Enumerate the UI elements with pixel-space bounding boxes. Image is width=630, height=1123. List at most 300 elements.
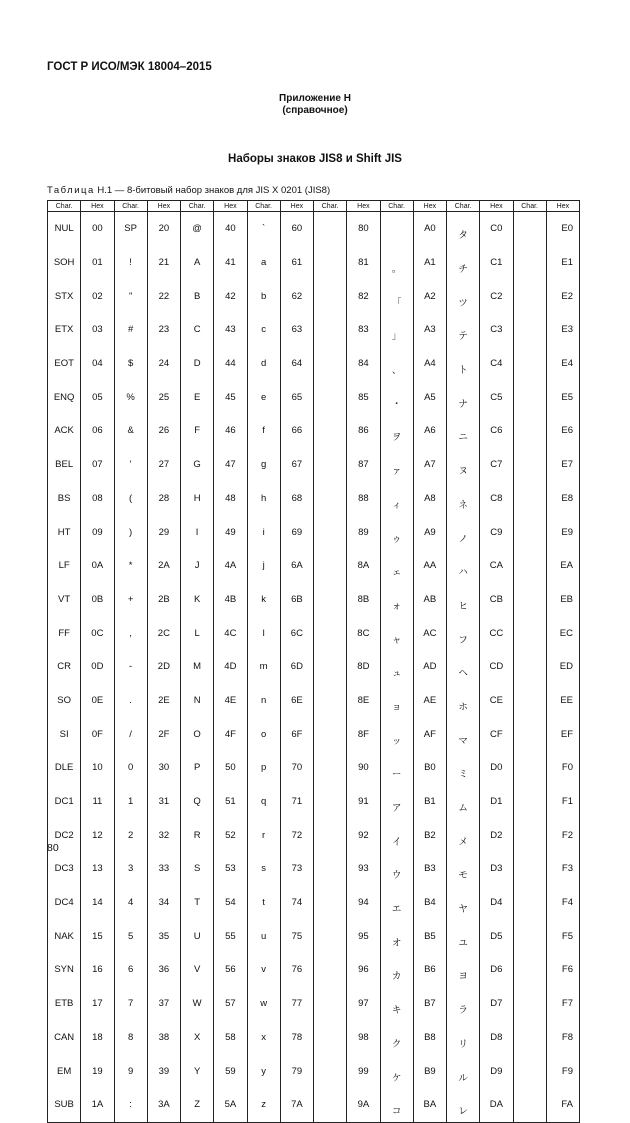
char-cell <box>513 650 546 684</box>
hex-cell: 2E <box>147 684 180 718</box>
char-cell: q <box>247 785 280 819</box>
table-caption-label: Таблица <box>47 185 95 196</box>
hex-cell: 90 <box>347 751 380 785</box>
hex-cell: B8 <box>413 1021 446 1055</box>
char-cell: BS <box>48 482 81 516</box>
hex-cell: 26 <box>147 414 180 448</box>
hex-cell: 60 <box>280 212 313 246</box>
char-cell: ニ <box>447 414 480 448</box>
hex-cell: A6 <box>413 414 446 448</box>
hex-cell: C7 <box>480 448 513 482</box>
char-cell: NUL <box>48 212 81 246</box>
hex-cell: 73 <box>280 852 313 886</box>
hex-cell: D5 <box>480 919 513 953</box>
char-cell: 1 <box>114 785 147 819</box>
column-header: Hex <box>546 201 579 212</box>
hex-cell: 32 <box>147 818 180 852</box>
char-cell <box>314 717 347 751</box>
char-cell: v <box>247 953 280 987</box>
hex-cell: 20 <box>147 212 180 246</box>
char-cell <box>314 818 347 852</box>
char-cell <box>314 987 347 1021</box>
hex-cell: 75 <box>280 919 313 953</box>
hex-cell: 81 <box>347 246 380 280</box>
char-cell <box>314 515 347 549</box>
char-cell: s <box>247 852 280 886</box>
hex-cell: 8C <box>347 616 380 650</box>
hex-cell: A2 <box>413 279 446 313</box>
char-cell <box>314 246 347 280</box>
column-header: Char. <box>447 201 480 212</box>
hex-cell: AE <box>413 684 446 718</box>
char-cell: z <box>247 1088 280 1122</box>
hex-cell: 36 <box>147 953 180 987</box>
hex-cell: 03 <box>81 313 114 347</box>
char-cell: ' <box>114 448 147 482</box>
hex-cell: 58 <box>214 1021 247 1055</box>
char-cell: a <box>247 246 280 280</box>
hex-cell: 51 <box>214 785 247 819</box>
char-cell <box>513 852 546 886</box>
hex-cell: 71 <box>280 785 313 819</box>
hex-cell: 79 <box>280 1054 313 1088</box>
char-cell: DC3 <box>48 852 81 886</box>
hex-cell: A3 <box>413 313 446 347</box>
char-cell: i <box>247 515 280 549</box>
char-cell: テ <box>447 313 480 347</box>
hex-cell: 1A <box>81 1088 114 1122</box>
hex-cell: 0F <box>81 717 114 751</box>
hex-cell: C0 <box>480 212 513 246</box>
hex-cell: D3 <box>480 852 513 886</box>
hex-cell: 11 <box>81 785 114 819</box>
char-cell: E <box>181 380 214 414</box>
hex-cell: 97 <box>347 987 380 1021</box>
hex-cell: 98 <box>347 1021 380 1055</box>
char-cell <box>513 1021 546 1055</box>
char-cell: * <box>114 549 147 583</box>
char-cell: ゥ <box>380 515 413 549</box>
char-cell: ト <box>447 347 480 381</box>
char-cell: f <box>247 414 280 448</box>
hex-cell: 52 <box>214 818 247 852</box>
char-cell: 5 <box>114 919 147 953</box>
char-cell: e <box>247 380 280 414</box>
table-row <box>48 380 580 414</box>
char-cell <box>513 919 546 953</box>
hex-cell: 64 <box>280 347 313 381</box>
hex-cell: BA <box>413 1088 446 1122</box>
char-cell <box>513 785 546 819</box>
table-row <box>48 279 580 313</box>
table-row <box>48 347 580 381</box>
hex-cell: A7 <box>413 448 446 482</box>
char-cell: コ <box>380 1088 413 1122</box>
hex-cell: 92 <box>347 818 380 852</box>
hex-cell: 50 <box>214 751 247 785</box>
char-cell: ハ <box>447 549 480 583</box>
hex-cell: FA <box>546 1088 579 1122</box>
hex-cell: C6 <box>480 414 513 448</box>
hex-cell: F9 <box>546 1054 579 1088</box>
hex-cell: 23 <box>147 313 180 347</box>
hex-cell: D0 <box>480 751 513 785</box>
table-row <box>48 448 580 482</box>
hex-cell: 22 <box>147 279 180 313</box>
hex-cell: D8 <box>480 1021 513 1055</box>
table-row <box>48 852 580 886</box>
hex-cell: 5A <box>214 1088 247 1122</box>
hex-cell: 28 <box>147 482 180 516</box>
table-row <box>48 717 580 751</box>
char-cell: t <box>247 886 280 920</box>
hex-cell: CA <box>480 549 513 583</box>
char-cell: J <box>181 549 214 583</box>
hex-cell: EB <box>546 583 579 617</box>
table-row <box>48 616 580 650</box>
hex-cell: 4F <box>214 717 247 751</box>
char-cell <box>314 1088 347 1122</box>
table-row <box>48 1021 580 1055</box>
char-cell: 7 <box>114 987 147 1021</box>
hex-cell: B5 <box>413 919 446 953</box>
section-title: Наборы знаков JIS8 и Shift JIS <box>228 153 402 165</box>
table-row <box>48 987 580 1021</box>
char-cell: . <box>114 684 147 718</box>
char-cell: ケ <box>380 1054 413 1088</box>
hex-cell: 13 <box>81 852 114 886</box>
table-caption <box>47 185 330 196</box>
hex-cell: C8 <box>480 482 513 516</box>
hex-cell: DA <box>480 1088 513 1122</box>
hex-cell: 69 <box>280 515 313 549</box>
char-cell: SI <box>48 717 81 751</box>
hex-cell: 06 <box>81 414 114 448</box>
hex-cell: F5 <box>546 919 579 953</box>
char-cell: フ <box>447 616 480 650</box>
table-row <box>48 1054 580 1088</box>
hex-cell: ED <box>546 650 579 684</box>
column-header: Char. <box>114 201 147 212</box>
table-row <box>48 1088 580 1122</box>
hex-cell: 05 <box>81 380 114 414</box>
char-cell <box>513 751 546 785</box>
char-cell: ナ <box>447 380 480 414</box>
hex-cell: 63 <box>280 313 313 347</box>
column-header: Char. <box>48 201 81 212</box>
char-cell: ユ <box>447 919 480 953</box>
char-cell: キ <box>380 987 413 1021</box>
char-cell: H <box>181 482 214 516</box>
char-cell: EM <box>48 1054 81 1088</box>
char-cell: イ <box>380 818 413 852</box>
char-cell: タ <box>447 212 480 246</box>
char-cell <box>513 1088 546 1122</box>
char-cell: 4 <box>114 886 147 920</box>
hex-cell: 24 <box>147 347 180 381</box>
char-cell: y <box>247 1054 280 1088</box>
char-cell: K <box>181 583 214 617</box>
char-cell: o <box>247 717 280 751</box>
hex-cell: E8 <box>546 482 579 516</box>
hex-cell: 2C <box>147 616 180 650</box>
char-cell: w <box>247 987 280 1021</box>
hex-cell: 34 <box>147 886 180 920</box>
char-cell: k <box>247 583 280 617</box>
hex-cell: 57 <box>214 987 247 1021</box>
hex-cell: B4 <box>413 886 446 920</box>
column-header: Char. <box>247 201 280 212</box>
char-cell: ェ <box>380 549 413 583</box>
hex-cell: 68 <box>280 482 313 516</box>
hex-cell: 93 <box>347 852 380 886</box>
char-cell <box>513 313 546 347</box>
char-cell: ( <box>114 482 147 516</box>
hex-cell: 66 <box>280 414 313 448</box>
hex-cell: 35 <box>147 919 180 953</box>
char-cell: 「 <box>380 279 413 313</box>
char-cell <box>314 583 347 617</box>
hex-cell: EE <box>546 684 579 718</box>
hex-cell: 0D <box>81 650 114 684</box>
hex-cell: A0 <box>413 212 446 246</box>
char-cell: V <box>181 953 214 987</box>
hex-cell: AB <box>413 583 446 617</box>
char-cell <box>314 1054 347 1088</box>
char-cell <box>513 818 546 852</box>
char-cell: S <box>181 852 214 886</box>
char-cell <box>513 448 546 482</box>
char-cell: # <box>114 313 147 347</box>
char-cell <box>513 549 546 583</box>
hex-cell: 67 <box>280 448 313 482</box>
char-cell <box>513 212 546 246</box>
char-cell: 6 <box>114 953 147 987</box>
char-cell: c <box>247 313 280 347</box>
char-cell <box>314 414 347 448</box>
hex-cell: 25 <box>147 380 180 414</box>
hex-cell: 49 <box>214 515 247 549</box>
hex-cell: 84 <box>347 347 380 381</box>
hex-cell: AF <box>413 717 446 751</box>
char-cell: 3 <box>114 852 147 886</box>
char-cell: h <box>247 482 280 516</box>
table-row <box>48 515 580 549</box>
char-cell: DC1 <box>48 785 81 819</box>
char-cell: 、 <box>380 347 413 381</box>
column-header: Hex <box>147 201 180 212</box>
char-cell: ヘ <box>447 650 480 684</box>
hex-cell: C5 <box>480 380 513 414</box>
hex-cell: 78 <box>280 1021 313 1055</box>
char-cell <box>513 684 546 718</box>
hex-cell: 82 <box>347 279 380 313</box>
hex-cell: AA <box>413 549 446 583</box>
char-cell: ラ <box>447 987 480 1021</box>
char-cell: A <box>181 246 214 280</box>
char-cell: x <box>247 1021 280 1055</box>
hex-cell: 18 <box>81 1021 114 1055</box>
char-cell: + <box>114 583 147 617</box>
hex-cell: 53 <box>214 852 247 886</box>
hex-cell: 31 <box>147 785 180 819</box>
char-cell: F <box>181 414 214 448</box>
table-row <box>48 549 580 583</box>
hex-cell: 77 <box>280 987 313 1021</box>
hex-cell: 41 <box>214 246 247 280</box>
hex-cell: A9 <box>413 515 446 549</box>
hex-cell: 01 <box>81 246 114 280</box>
hex-cell: 0C <box>81 616 114 650</box>
char-cell: N <box>181 684 214 718</box>
hex-cell: C1 <box>480 246 513 280</box>
char-cell: U <box>181 919 214 953</box>
hex-cell: 2D <box>147 650 180 684</box>
hex-cell: E9 <box>546 515 579 549</box>
hex-cell: 55 <box>214 919 247 953</box>
hex-cell: E3 <box>546 313 579 347</box>
hex-cell: F0 <box>546 751 579 785</box>
hex-cell: B3 <box>413 852 446 886</box>
char-cell: ム <box>447 785 480 819</box>
hex-cell: C3 <box>480 313 513 347</box>
hex-cell: D1 <box>480 785 513 819</box>
hex-cell: 6A <box>280 549 313 583</box>
char-cell: R <box>181 818 214 852</box>
hex-cell: 2A <box>147 549 180 583</box>
char-cell: モ <box>447 852 480 886</box>
char-cell: メ <box>447 818 480 852</box>
hex-cell: 02 <box>81 279 114 313</box>
table-caption-text: H.1 — 8-битовый набор знаков для JIS X 0201 (JIS8) <box>94 185 331 196</box>
hex-cell: AD <box>413 650 446 684</box>
char-cell: ャ <box>380 616 413 650</box>
char-cell: 。 <box>380 246 413 280</box>
char-cell <box>513 717 546 751</box>
char-cell: チ <box>447 246 480 280</box>
char-cell: ォ <box>380 583 413 617</box>
hex-cell: D4 <box>480 886 513 920</box>
hex-cell: CC <box>480 616 513 650</box>
annex-heading <box>0 93 630 117</box>
hex-cell: F8 <box>546 1021 579 1055</box>
char-cell: , <box>114 616 147 650</box>
hex-cell: 19 <box>81 1054 114 1088</box>
column-header: Char. <box>513 201 546 212</box>
column-header: Char. <box>314 201 347 212</box>
hex-cell: 16 <box>81 953 114 987</box>
hex-cell: E6 <box>546 414 579 448</box>
hex-cell: 00 <box>81 212 114 246</box>
hex-cell: 6B <box>280 583 313 617</box>
char-cell: ネ <box>447 482 480 516</box>
table-row <box>48 751 580 785</box>
column-header: Char. <box>380 201 413 212</box>
hex-cell: CF <box>480 717 513 751</box>
char-cell <box>314 886 347 920</box>
char-cell: BEL <box>48 448 81 482</box>
char-cell: SUB <box>48 1088 81 1122</box>
hex-cell: F2 <box>546 818 579 852</box>
hex-cell: 8A <box>347 549 380 583</box>
char-cell <box>314 616 347 650</box>
char-cell: EOT <box>48 347 81 381</box>
hex-cell: 2B <box>147 583 180 617</box>
hex-cell: 3A <box>147 1088 180 1122</box>
hex-cell: 70 <box>280 751 313 785</box>
hex-cell: CB <box>480 583 513 617</box>
table-row <box>48 246 580 280</box>
char-cell <box>314 482 347 516</box>
hex-cell: A4 <box>413 347 446 381</box>
char-cell: ミ <box>447 751 480 785</box>
column-header: Char. <box>181 201 214 212</box>
hex-cell: 0E <box>81 684 114 718</box>
hex-cell: 76 <box>280 953 313 987</box>
char-cell <box>314 347 347 381</box>
hex-cell: E0 <box>546 212 579 246</box>
hex-cell: 08 <box>81 482 114 516</box>
hex-cell: 95 <box>347 919 380 953</box>
hex-cell: B7 <box>413 987 446 1021</box>
hex-cell: AC <box>413 616 446 650</box>
char-cell: p <box>247 751 280 785</box>
char-cell: SOH <box>48 246 81 280</box>
hex-cell: 8B <box>347 583 380 617</box>
hex-cell: D7 <box>480 987 513 1021</box>
char-cell: ENQ <box>48 380 81 414</box>
column-header: Hex <box>214 201 247 212</box>
char-cell: ァ <box>380 448 413 482</box>
hex-cell: 4E <box>214 684 247 718</box>
hex-cell: 6D <box>280 650 313 684</box>
char-cell: ! <box>114 246 147 280</box>
char-cell: L <box>181 616 214 650</box>
annex-title: Приложение H <box>279 93 351 104</box>
hex-cell: 33 <box>147 852 180 886</box>
hex-cell: 86 <box>347 414 380 448</box>
char-cell <box>314 212 347 246</box>
hex-cell: 15 <box>81 919 114 953</box>
hex-cell: 4D <box>214 650 247 684</box>
hex-cell: F6 <box>546 953 579 987</box>
hex-cell: 43 <box>214 313 247 347</box>
table-row <box>48 482 580 516</box>
hex-cell: 09 <box>81 515 114 549</box>
hex-cell: 10 <box>81 751 114 785</box>
char-cell: % <box>114 380 147 414</box>
char-cell <box>513 616 546 650</box>
char-cell: HT <box>48 515 81 549</box>
char-cell: CR <box>48 650 81 684</box>
char-cell <box>314 279 347 313</box>
hex-cell: A1 <box>413 246 446 280</box>
hex-cell: 85 <box>347 380 380 414</box>
hex-cell: 12 <box>81 818 114 852</box>
hex-cell: 72 <box>280 818 313 852</box>
hex-cell: E1 <box>546 246 579 280</box>
char-cell: $ <box>114 347 147 381</box>
table-row <box>48 919 580 953</box>
hex-cell: A5 <box>413 380 446 414</box>
hex-cell: 87 <box>347 448 380 482</box>
hex-cell: CE <box>480 684 513 718</box>
char-cell: g <box>247 448 280 482</box>
char-cell <box>314 448 347 482</box>
char-cell <box>513 482 546 516</box>
hex-cell: 39 <box>147 1054 180 1088</box>
char-cell: ACK <box>48 414 81 448</box>
